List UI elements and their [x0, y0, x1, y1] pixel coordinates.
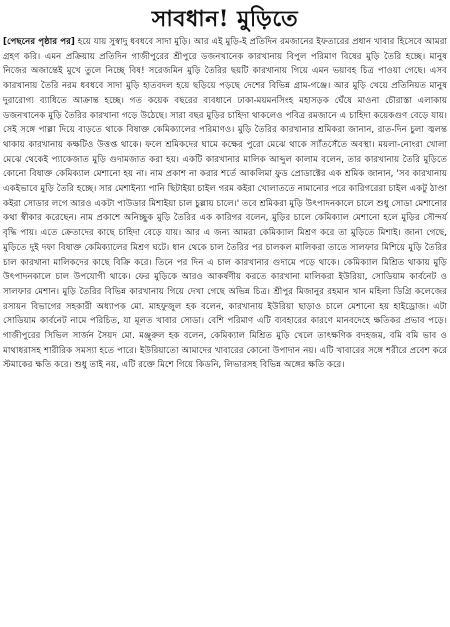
article-body — [3, 35, 447, 373]
article-text: হয়ে যায় সুস্বাদু ধবধবে সাদা মুড়ি। আর এই মুড়ি-ই প্রতিদিন রমজানের ইফতারের প্রধান খাবার হিসেবে আমরা গ্রহণ করি। এমন প্রক্রিয়ায় প্রতিদিন গাজীপুরের শ্রীপুরে ডজনখানেক কারখানায় বিপুল পরিমাণ বিষের মুড়ি তৈরি হচ্ছে। মানুষ নিজের অজান্তেই মুখে তুলে নিচ্ছে বিষ! সরেজমিন মুড়ি তৈরির ছয়টি কারখানায় গিয়ে এমন ভয়াবহ চিত্র পাওয়া গেছে। এসব কারখানায় তৈরি নরম ধবধবে সাদা মুড়ি হাতবদল হয়ে ছড়িয়ে পড়ছে দেশের বিভিন্ন গ্রাম-গঞ্জে। আর মুড়ি খেয়ে প্রতিনিয়ত মানুষ দুরারোগ্য ব্যাধিতে আক্রান্ত হচ্ছে। গত কয়েক বছরের ব্যবধানে ঢাকা-ময়মনসিংহ মহাসড়ক ঘেঁষে মাওনা চৌরাস্তা এলাকায় ডজনখানেক মুড়ি তৈরির কারখানা গড়ে উঠেছে। সারা বছর মুড়ির চাহিদা থাকলেও পবিত্র রমজানে এ চাহিদা কয়েকগুণ বেড়ে যায়। সেই সঙ্গে পাল্লা দিয়ে বাড়তে থাকে বিষাক্ত কেমিক্যালের পরিমাণও। মুড়ি তৈরির কারখানার শ্রমিকরা জানান, রাত-দিন চুলা জ্বলন্ত থাকায় কারখানায় কক্ষটিও উত্তপ্ত থাকে। ফলে শ্রমিকদের ঘামে কক্ষের পুরো মেঝে থাকে স্যাঁতসেঁতে অবস্থা। ময়লা-নোংরা খোলা মেঝে থেকেই প্যাকেজাত মুড়ি গুদামজাত করা হয়। একটি কারখানার মালিক আব্দুল কালাম বলেন, তার কারখানায় তৈরি মুড়িতে কোনো বিষাক্ত কেমিক্যাল মেশানো হয় না। নাম প্রকাশ না করার শর্তে আকলিমা ফুড প্রোডাক্টের এক শ্রমিক জানান, 'সব কারখানায় একইভাবে মুড়ি তৈরি হচ্ছে। সার মেশাইন্যা পানি ছিটাইয়া চাইল গরম কইরা খোলাততে নামানোর পরে কারিগরেরা চাইল একটু ঠাণ্ডা কইরা সোডার লগে আরও একটা পাউডার মিশাইয়া চাল চুল্লায় চালে।' তবে শ্রমিকরা মুড়ি উৎপাদনকালে চালে শুধু সোডা মেশানোর কথা স্বীকার করেছেন। নাম প্রকাশে অনিচ্ছুক মুড়ি তৈরির এক কারিগর বলেন, মুড়ির চালে কেমিক্যাল মেশানো হলে মুড়ির সৌন্দর্য বৃদ্ধি পায়। এতে ক্রেতাদের কাছে চাহিদা বেড়ে যায়। আর এ জন্য আমরা কেমিক্যাল মিশ্রণ করে তা মুড়িতে মিশাই। জানা গেছে, মুড়িতে দুই দফা বিষাক্ত কেমিক্যালের মিশ্রণ ঘটে। ধান থেকে চাল তৈরির পর চালকল মালিকরা তাতে সালফার মিশিয়ে মুড়ি তৈরির চাল কারখানা মালিকদের কাছে বিক্রি করে। তিনে পর দিন এ চাল কারখানার গুদামে পড়ে থাকে। কেমিক্যাল মিশ্রিত থাকায় মুড়ি উৎপাদনকালে চাল উপযোগী থাকে। ফের মুড়িকে আরও আকর্ষণীয় করতে কারখানা মালিকরা ইউরিয়া, সোডিয়াম কার্বনেট ও সালফার মেশান। মুড়ি তৈরির বিভিন্ন কারখানায় গিয়ে দেখা গেছে অভিন্ন চিত্র। শ্রীপুর মিজানুর রহমান খান মহিলা ডিগ্রি কলেজের রসায়ন বিভাগের সহকারী অধ্যাপক মো. মাহফুজুল হক বলেন, কারখানায় ইউরিয়া ছাড়াও চালে মেশানো হয় হাইড্রোজ। এটা সোডিয়াম কার্বনেট নামে পরিচিত, যা মূলত খাবার সোডা। বেশি পরিমাণ এটি ব্যবহারের কারণে মানবদেহে ক্ষতিকর প্রভাব পড়ে। গাজীপুরের সিভিল সার্জন সৈয়দ মো. মঞ্জুরুল হক বলেন, কেমিক্যাল মিশ্রিত মুড়ি খেলে তাৎক্ষণিক বদহজম, বমি বমি ভাব ও মাথাধরাসহ শারীরিক সমস্যা হতে পারে। ইউরিয়াতো আমাদের খাবারের কোনো উপাদান নয়। এটি খাবারের সঙ্গে শরীরে প্রবেশ করে স্টমাকের ক্ষতি করে। শুধু তাই নয়, এটি রক্তে মিশে গিয়ে কিডনি, লিভারসহ বিভিন্ন অঙ্গের ক্ষতি করে। — [3, 37, 448, 371]
headline: সাবধান! মুড়িতে — [151, 6, 299, 32]
continuation-marker: [পেছনের পৃষ্ঠার পর] — [3, 37, 75, 47]
